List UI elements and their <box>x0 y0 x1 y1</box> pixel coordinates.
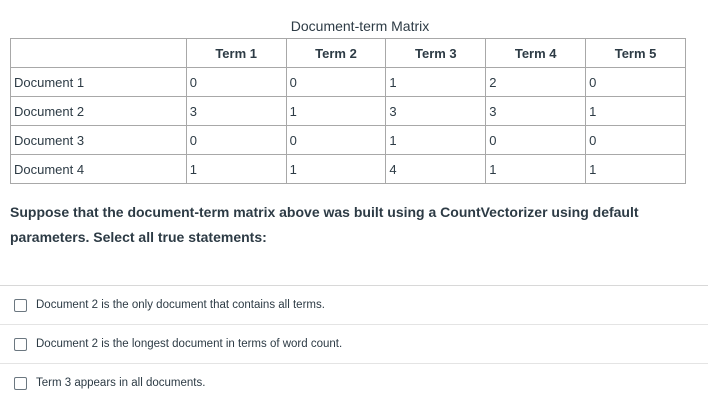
answer-option-2[interactable] <box>0 324 708 363</box>
table-cell: 0 <box>186 68 286 97</box>
table-row <box>11 155 686 184</box>
table-cell: 0 <box>186 126 286 155</box>
row-label: Document 2 <box>11 97 187 126</box>
table-cell: 1 <box>286 97 386 126</box>
table-cell: 1 <box>386 68 486 97</box>
answer-options <box>0 285 708 402</box>
checkbox-2[interactable] <box>14 338 27 351</box>
column-header-term-2: Term 2 <box>286 39 386 68</box>
table-cell: 0 <box>286 126 386 155</box>
table-row <box>11 126 686 155</box>
answer-option-label: Document 2 is the only document that contains all terms. <box>36 299 325 311</box>
table-cell: 1 <box>486 155 586 184</box>
table-cell: 0 <box>286 68 386 97</box>
column-header-term-5: Term 5 <box>586 39 686 68</box>
table-cell: 1 <box>586 155 686 184</box>
table-cell: 0 <box>486 126 586 155</box>
table-cell: 3 <box>186 97 286 126</box>
answer-option-label: Document 2 is the longest document in terms of word count. <box>36 338 343 350</box>
checkbox-1[interactable] <box>14 299 27 312</box>
checkbox-3[interactable] <box>14 377 27 390</box>
table-cell: 2 <box>486 68 586 97</box>
table-cell: 0 <box>586 126 686 155</box>
column-header-term-3: Term 3 <box>386 39 486 68</box>
question-text: Suppose that the document-term matrix above was built using a CountVectorizer using default parameters. Select all true statements: <box>10 204 639 245</box>
table-row <box>11 97 686 126</box>
table-header-row <box>11 39 686 68</box>
table-caption: Document-term Matrix <box>290 18 430 34</box>
table-cell: 4 <box>386 155 486 184</box>
answer-option-1[interactable] <box>0 285 708 324</box>
row-label: Document 4 <box>11 155 187 184</box>
table-cell: 3 <box>486 97 586 126</box>
document-term-matrix <box>10 38 686 184</box>
table-cell: 1 <box>286 155 386 184</box>
table-row <box>11 68 686 97</box>
corner-cell <box>11 39 187 68</box>
row-label: Document 3 <box>11 126 187 155</box>
table-cell: 1 <box>186 155 286 184</box>
answer-option-3[interactable] <box>0 363 708 402</box>
table-cell: 1 <box>386 126 486 155</box>
table-cell: 1 <box>586 97 686 126</box>
table-cell: 3 <box>386 97 486 126</box>
column-header-term-1: Term 1 <box>186 39 286 68</box>
column-header-term-4: Term 4 <box>486 39 586 68</box>
table-cell: 0 <box>586 68 686 97</box>
answer-option-label: Term 3 appears in all documents. <box>36 377 206 389</box>
row-label: Document 1 <box>11 68 187 97</box>
